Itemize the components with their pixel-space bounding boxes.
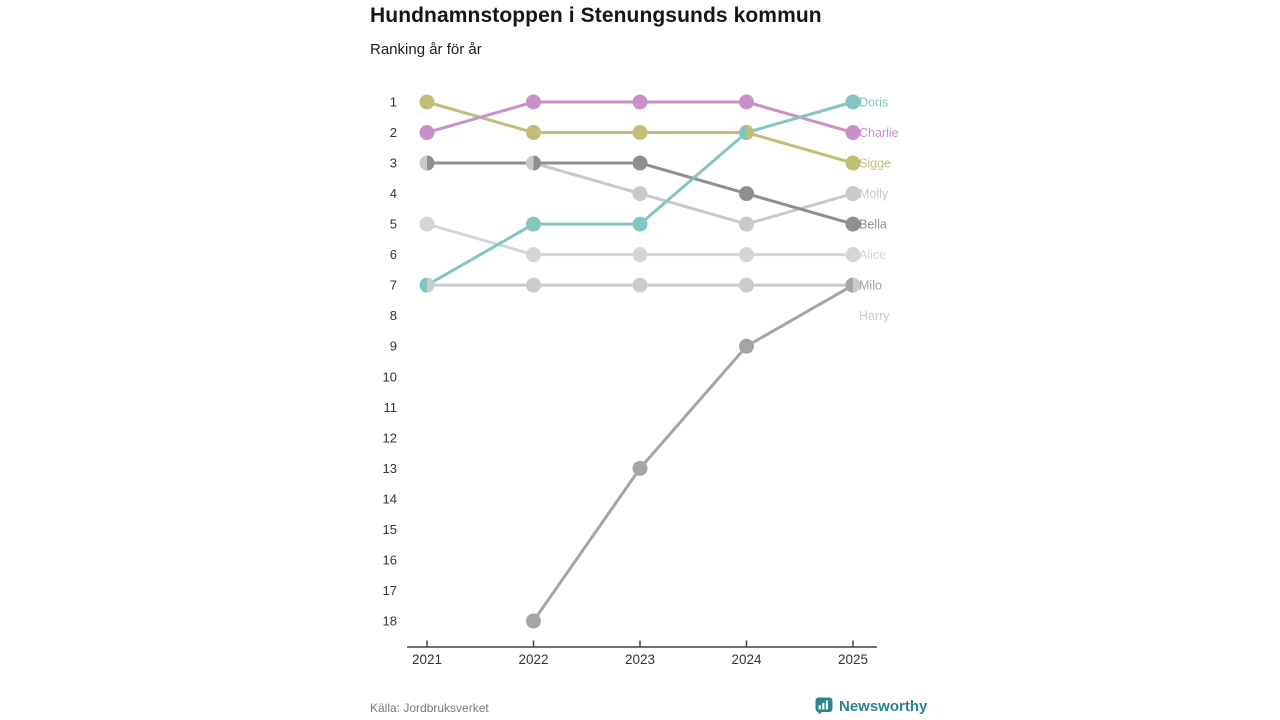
y-tick-label: 10 <box>382 369 397 385</box>
data-point-charlie <box>526 95 541 110</box>
series-label-harry: Harry <box>859 309 890 324</box>
page-title: Hundnamnstoppen i Stenungsunds kommun <box>370 4 822 27</box>
data-point-alice <box>526 247 541 262</box>
data-point-charlie <box>420 125 435 140</box>
chart-subtitle: Ranking år för år <box>370 41 482 58</box>
y-tick-label: 4 <box>389 186 397 202</box>
series-line-milo <box>534 285 854 621</box>
data-point-sigge <box>526 125 541 140</box>
data-point-molly <box>633 186 648 201</box>
y-tick-label: 2 <box>389 125 397 141</box>
x-tick-label: 2022 <box>518 652 549 667</box>
series-label-doris: Doris <box>859 95 889 110</box>
y-tick-label: 7 <box>389 277 397 293</box>
y-tick-label: 16 <box>382 552 397 568</box>
y-tick-label: 9 <box>389 338 397 354</box>
series-label-alice: Alice <box>859 248 887 263</box>
y-tick-label: 6 <box>389 247 397 263</box>
data-point-harry <box>526 278 541 293</box>
source-note: Källa: Jordbruksverket <box>370 701 489 715</box>
data-point-milo <box>739 339 754 354</box>
data-point-bella <box>739 186 754 201</box>
y-tick-label: 12 <box>382 430 397 446</box>
data-point-milo <box>633 461 648 476</box>
y-tick-label: 13 <box>382 460 397 476</box>
newsworthy-logo-icon <box>815 697 833 715</box>
data-point-harry <box>739 278 754 293</box>
data-point-half-sigge <box>747 125 755 140</box>
series-label-charlie: Charlie <box>859 126 899 141</box>
brand <box>815 697 927 715</box>
brand-name: Newsworthy <box>839 697 928 715</box>
data-point-milo <box>526 614 541 629</box>
y-tick-label: 17 <box>382 582 397 598</box>
data-point-half-bella <box>534 156 542 171</box>
data-point-half-doris <box>420 278 427 293</box>
data-point-half-molly <box>526 156 533 171</box>
data-point-bella <box>633 156 648 171</box>
data-point-charlie <box>633 95 648 110</box>
series-label-milo: Milo <box>859 278 882 293</box>
data-point-half-molly <box>420 156 427 171</box>
x-tick-label: 2024 <box>731 652 762 667</box>
data-point-harry <box>633 278 648 293</box>
x-tick-label: 2025 <box>837 652 869 667</box>
data-point-alice <box>420 217 435 232</box>
data-point-molly <box>739 217 754 232</box>
data-point-doris <box>633 217 648 232</box>
y-tick-label: 5 <box>389 216 397 232</box>
data-point-sigge <box>633 125 648 140</box>
data-point-charlie <box>739 95 754 110</box>
series-label-sigge: Sigge <box>859 156 891 171</box>
data-point-doris <box>526 217 541 232</box>
x-tick-label: 2023 <box>624 652 656 667</box>
series-label-molly: Molly <box>859 187 889 202</box>
y-tick-label: 8 <box>389 308 397 324</box>
y-tick-label: 14 <box>382 491 397 507</box>
data-point-alice <box>739 247 754 262</box>
series-label-bella: Bella <box>859 217 887 232</box>
y-tick-label: 1 <box>389 94 397 110</box>
y-tick-label: 3 <box>389 155 397 171</box>
y-tick-label: 15 <box>382 521 397 537</box>
y-tick-label: 11 <box>383 399 397 415</box>
data-point-half-bella <box>427 156 435 171</box>
data-point-sigge <box>420 95 435 110</box>
y-tick-label: 18 <box>382 613 397 629</box>
data-point-alice <box>633 247 648 262</box>
x-tick-label: 2021 <box>411 652 443 667</box>
